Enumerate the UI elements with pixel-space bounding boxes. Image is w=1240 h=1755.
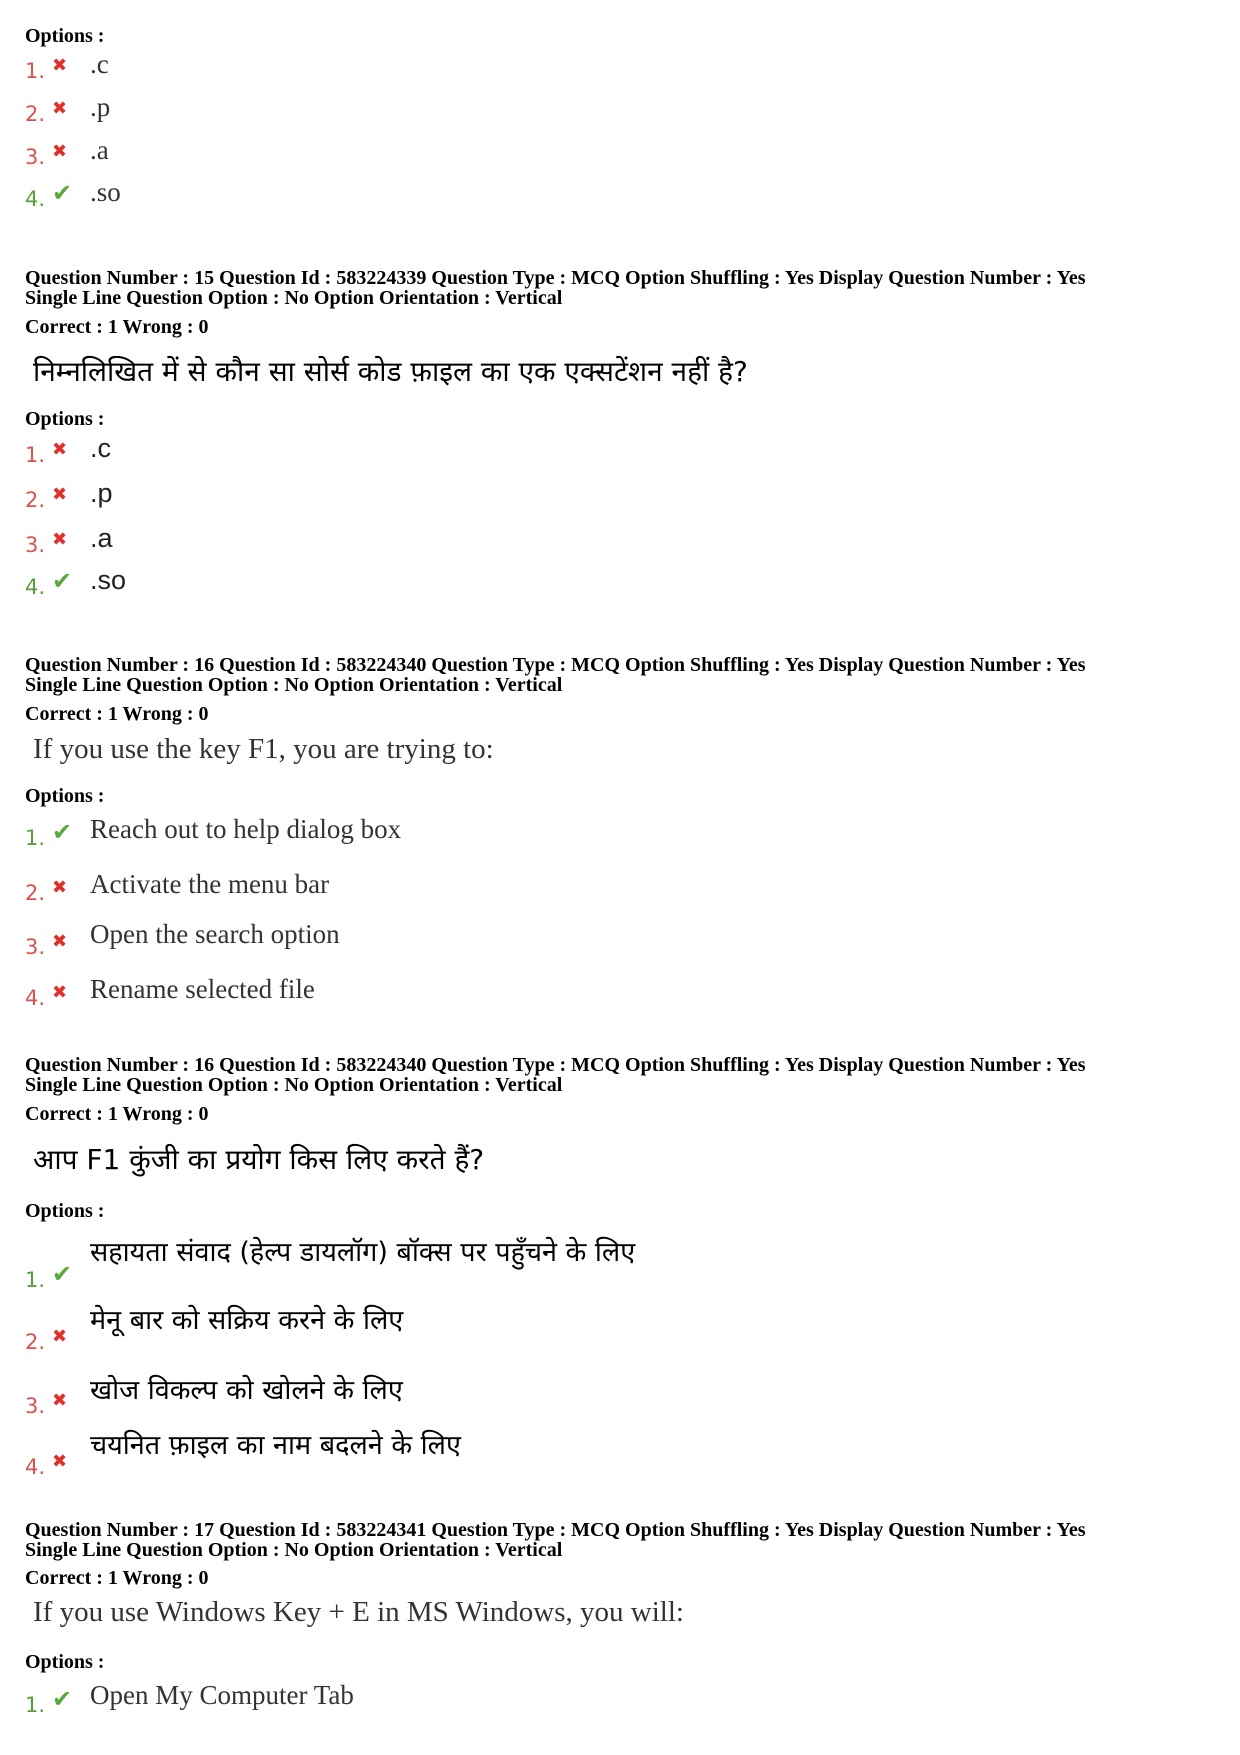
- options-label: Options :: [25, 1200, 105, 1222]
- option-number: 1.: [25, 826, 46, 850]
- option-row: [25, 1232, 1125, 1292]
- option-row: [25, 565, 1125, 605]
- option-number: 3.: [25, 145, 46, 169]
- option-row: [25, 177, 1125, 217]
- check-icon: ✔: [52, 1685, 73, 1713]
- question-text: आप F1 कुंजी का प्रयोग किस लिए करते हैं?: [33, 1143, 485, 1176]
- option-number: 3.: [25, 533, 46, 557]
- options-label: Options :: [25, 1651, 105, 1673]
- score-line: Correct : 1 Wrong : 0: [25, 1567, 209, 1589]
- option-number: 4.: [25, 986, 46, 1010]
- option-text: Activate the menu bar: [90, 869, 330, 899]
- option-row: [25, 1370, 1125, 1420]
- question-meta-2: Single Line Question Option : No Option Orientation : Vertical: [25, 674, 563, 696]
- option-row: [25, 523, 1125, 563]
- option-text: .c: [90, 49, 109, 79]
- option-number: 1.: [25, 59, 46, 83]
- option-number: 1.: [25, 1693, 46, 1717]
- check-icon: ✔: [52, 179, 73, 207]
- option-text: सहायता संवाद (हेल्प डायलॉग) बॉक्स पर पहुँचने के लिए: [90, 1237, 636, 1268]
- option-text: Reach out to help dialog box: [90, 814, 402, 844]
- option-row: [25, 1300, 1125, 1360]
- option-text: .so: [90, 565, 127, 595]
- score-line: Correct : 1 Wrong : 0: [25, 316, 209, 338]
- option-text: .a: [90, 523, 113, 553]
- option-text: .so: [90, 177, 121, 207]
- option-row: [25, 1680, 1125, 1720]
- cross-icon: ✖: [52, 982, 68, 1003]
- option-number: 2.: [25, 488, 46, 512]
- option-row: [25, 478, 1125, 518]
- question-meta-2: Single Line Question Option : No Option Orientation : Vertical: [25, 1074, 563, 1096]
- question-meta: Question Number : 17 Question Id : 583224341 Question Type : MCQ Option Shuffling : Yes Display Question Number : Yes: [25, 1519, 1086, 1541]
- option-row: [25, 814, 1125, 854]
- check-icon: ✔: [52, 567, 73, 595]
- question-meta: Question Number : 16 Question Id : 583224340 Question Type : MCQ Option Shuffling : Yes Display Question Number : Yes: [25, 654, 1086, 676]
- option-text: .p: [90, 92, 111, 122]
- question-meta-2: Single Line Question Option : No Option Orientation : Vertical: [25, 1539, 563, 1561]
- option-text: चयनित फ़ाइल का नाम बदलने के लिए: [90, 1430, 461, 1461]
- cross-icon: ✖: [52, 529, 68, 550]
- option-number: 3.: [25, 935, 46, 959]
- option-number: 1.: [25, 443, 46, 467]
- option-text: मेनू बार को सक्रिय करने के लिए: [90, 1305, 404, 1336]
- option-number: 4.: [25, 1455, 46, 1479]
- cross-icon: ✖: [52, 1390, 68, 1411]
- option-row: [25, 433, 1125, 473]
- question-meta: Question Number : 16 Question Id : 583224340 Question Type : MCQ Option Shuffling : Yes Display Question Number : Yes: [25, 1054, 1086, 1076]
- option-number: 2.: [25, 881, 46, 905]
- option-number: 1.: [25, 1268, 46, 1292]
- cross-icon: ✖: [52, 98, 68, 119]
- option-row: [25, 1425, 1125, 1485]
- option-number: 2.: [25, 102, 46, 126]
- option-text: खोज विकल्प को खोलने के लिए: [90, 1375, 403, 1406]
- cross-icon: ✖: [52, 484, 68, 505]
- option-text: .p: [90, 478, 113, 508]
- option-text: Open My Computer Tab: [90, 1680, 354, 1710]
- option-text: .a: [90, 135, 109, 165]
- question-meta: Question Number : 15 Question Id : 583224339 Question Type : MCQ Option Shuffling : Yes Display Question Number : Yes: [25, 267, 1086, 289]
- question-text: निम्नलिखित में से कौन सा सोर्स कोड फ़ाइल का एक एक्सटेंशन नहीं है?: [33, 355, 748, 388]
- question-text: If you use the key F1, you are trying to:: [33, 733, 494, 765]
- option-row: [25, 869, 1125, 909]
- options-label: Options :: [25, 785, 105, 807]
- option-row: [25, 919, 1125, 959]
- check-icon: ✔: [52, 1260, 73, 1288]
- cross-icon: ✖: [52, 877, 68, 898]
- cross-icon: ✖: [52, 931, 68, 952]
- cross-icon: ✖: [52, 141, 68, 162]
- option-number: 2.: [25, 1330, 46, 1354]
- score-line: Correct : 1 Wrong : 0: [25, 703, 209, 725]
- question-meta-2: Single Line Question Option : No Option Orientation : Vertical: [25, 287, 563, 309]
- option-text: Rename selected file: [90, 974, 315, 1004]
- option-text: Open the search option: [90, 919, 340, 949]
- score-line: Correct : 1 Wrong : 0: [25, 1103, 209, 1125]
- cross-icon: ✖: [52, 1326, 68, 1347]
- check-icon: ✔: [52, 818, 73, 846]
- option-number: 3.: [25, 1394, 46, 1418]
- option-row: [25, 135, 1125, 175]
- cross-icon: ✖: [52, 1451, 68, 1472]
- option-row: [25, 92, 1125, 132]
- cross-icon: ✖: [52, 55, 68, 76]
- option-row: [25, 974, 1125, 1014]
- option-number: 4.: [25, 187, 46, 211]
- option-row: [25, 49, 1125, 89]
- option-text: .c: [90, 433, 112, 463]
- options-label: Options :: [25, 408, 105, 430]
- options-label: Options :: [25, 25, 105, 47]
- option-number: 4.: [25, 575, 46, 599]
- question-text: If you use Windows Key + E in MS Windows, you will:: [33, 1596, 684, 1628]
- cross-icon: ✖: [52, 439, 68, 460]
